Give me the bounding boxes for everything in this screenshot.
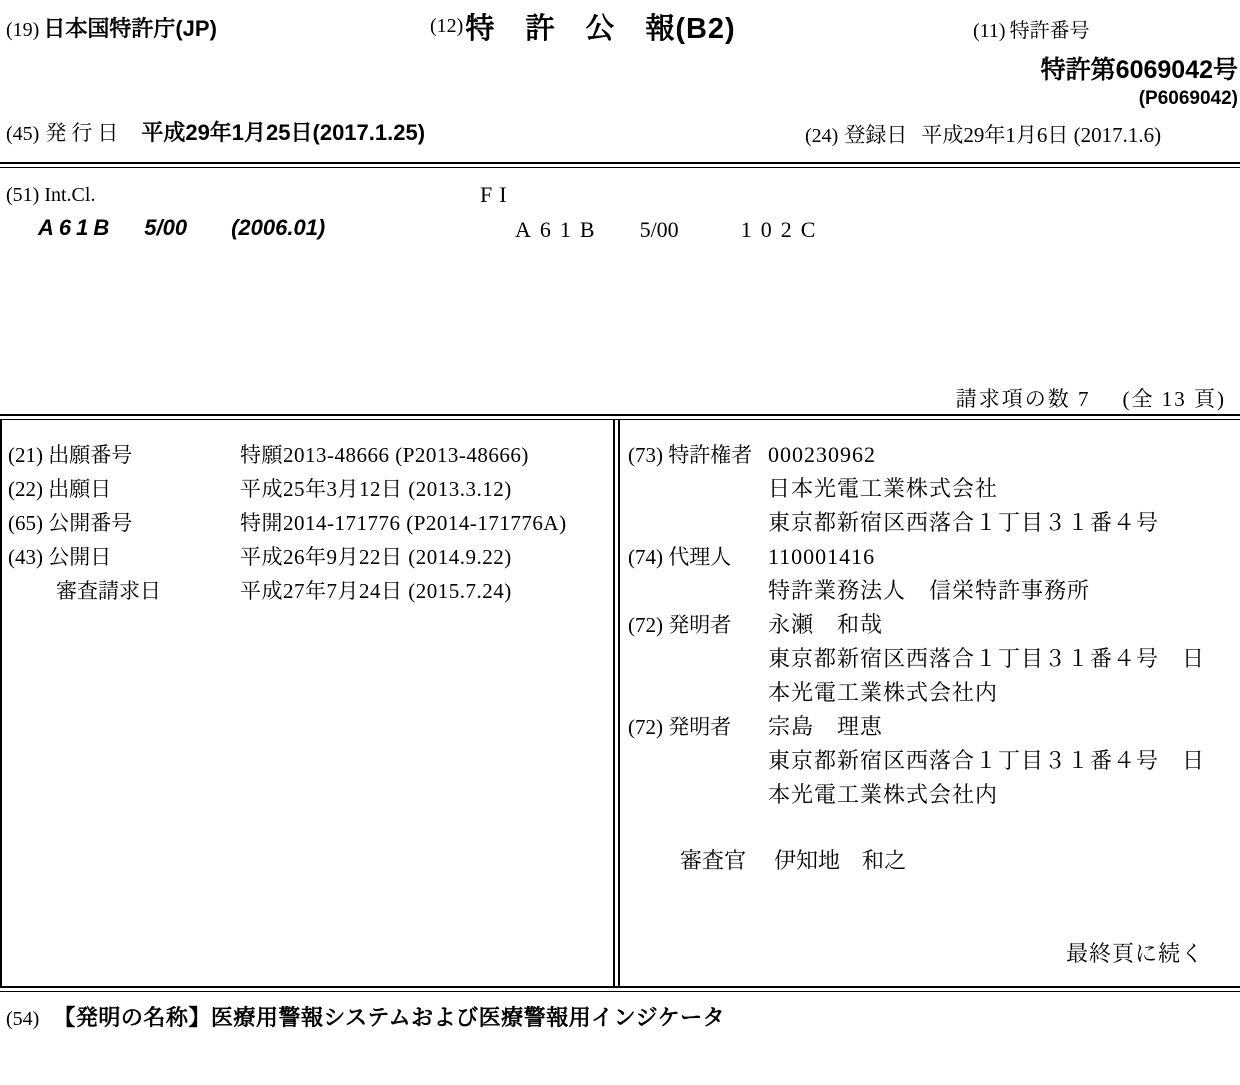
inid-24: (24) [805, 125, 839, 147]
field-value: 宗島 理恵 [768, 714, 884, 739]
examiner-row [628, 844, 1240, 878]
field-row-inventor-1-address-2 [628, 676, 1240, 710]
field-value: 110001416 [768, 544, 876, 569]
fi-heading: FI [480, 182, 514, 207]
field-value: 特開2014-171776 (P2014-171776A) [240, 511, 567, 535]
issue-date-row [6, 116, 425, 147]
field-row-inventor-2-address [628, 744, 1240, 778]
field-value: 東京都新宿区西落合１丁目３１番４号 日 [768, 646, 1206, 671]
examiner-label: 審査官 [680, 848, 747, 873]
field-value: 日本光電工業株式会社 [768, 476, 999, 501]
continued-on-last-page-note: 最終頁に続く [1065, 941, 1204, 966]
claims-count: 請求項の数 7 [955, 387, 1091, 411]
field-key: (43) 公開日 [8, 545, 112, 569]
intcl-version: (2006.01) [231, 215, 326, 240]
patent-number: 特許第6069042号 [1040, 56, 1238, 84]
field-row-patentee-name [628, 472, 1240, 506]
field-row-inventor-1 [628, 608, 1240, 642]
field-row-application-number [8, 438, 610, 472]
field-value: 東京都新宿区西落合１丁目３１番４号 日 [768, 748, 1206, 773]
field-value: 特許業務法人 信栄特許事務所 [768, 578, 1091, 603]
field-key: (21) 出願番号 [8, 443, 133, 467]
office-name: 日本国特許庁(JP) [43, 16, 217, 41]
inid-54: (54) [6, 1008, 40, 1030]
registration-date-label: 登録日 [844, 123, 908, 147]
field-key: 審査請求日 [56, 579, 161, 603]
field-value: 000230962 [768, 442, 876, 467]
invention-title-text: 医療用警報システムおよび医療警報用インジケータ [210, 1005, 726, 1030]
field-key: (65) 公開番号 [8, 511, 133, 535]
registration-date-row [805, 119, 1161, 149]
intcl-label: Int.Cl. [44, 184, 96, 206]
issuing-office [6, 12, 217, 43]
application-data-column [2, 420, 610, 608]
examiner-name: 伊知地 和之 [774, 848, 907, 873]
field-row-patentee [628, 438, 1240, 472]
total-pages: (全 13 頁) [1122, 387, 1226, 411]
patent-number-caption [973, 14, 1090, 43]
issue-date-value: 平成29年1月25日(2017.1.25) [141, 120, 426, 145]
inid-45: (45) [6, 123, 40, 145]
claims-count-line [956, 383, 1226, 413]
invention-title [53, 1005, 725, 1030]
field-row-publication-date [8, 540, 610, 574]
parties-column [620, 420, 1240, 986]
intcl-entry [38, 215, 325, 241]
fi-code: 102C [740, 217, 825, 242]
field-row-examination-request-date [8, 574, 610, 608]
field-value: 本光電工業株式会社内 [768, 782, 999, 807]
fi-class: 5/00 [639, 217, 679, 242]
table-column-divider [613, 420, 620, 986]
inid-19: (19) [6, 19, 40, 41]
inid-11: (11) [973, 20, 1006, 42]
field-key: (74) 代理人 [628, 545, 732, 569]
field-row-inventor-2-address-2 [628, 778, 1240, 812]
field-row-agent [628, 540, 1240, 574]
inid-12: (12) [430, 15, 464, 37]
field-value: 東京都新宿区西落合１丁目３１番４号 [768, 510, 1160, 535]
field-key: (22) 出願日 [8, 477, 112, 501]
fi-symbol: A61B [515, 217, 604, 242]
table-bottom-rule [0, 986, 1240, 992]
document-kind-title: 特 許 公 報(B2) [465, 13, 736, 45]
field-value: 特願2013-48666 (P2013-48666) [240, 443, 529, 467]
intcl-symbol: A61B [38, 215, 115, 240]
field-key: (72) 発明者 [628, 715, 732, 739]
field-value: 平成27年7月24日 (2015.7.24) [240, 579, 512, 603]
field-row-agent-name [628, 574, 1240, 608]
field-row-inventor-1-address [628, 642, 1240, 676]
invention-title-label: 【発明の名称】 [53, 1005, 211, 1030]
issue-date-label: 発行日 [45, 121, 124, 145]
field-row-patentee-address [628, 506, 1240, 540]
field-value: 平成26年9月22日 (2014.9.22) [240, 545, 512, 569]
field-key: (73) 特許権者 [628, 443, 753, 467]
field-value: 永瀬 和哉 [768, 612, 884, 637]
inid-51: (51) [6, 184, 40, 206]
field-key: (72) 発明者 [628, 613, 732, 637]
field-value: 本光電工業株式会社内 [768, 680, 999, 705]
bibliographic-table [0, 414, 1240, 992]
patent-number-paren: (P6069042) [1138, 88, 1238, 109]
field-row-publication-number [8, 506, 610, 540]
field-value: 平成25年3月12日 (2013.3.12) [240, 477, 512, 501]
field-row-filing-date [8, 472, 610, 506]
document-kind [430, 6, 736, 47]
invention-title-row [6, 1001, 725, 1032]
patent-number-label: 特許番号 [1009, 20, 1090, 42]
field-row-inventor-2 [628, 710, 1240, 744]
registration-date-value: 平成29年1月6日 (2017.1.6) [921, 123, 1162, 147]
header-divider-rule [0, 162, 1240, 168]
intcl-class: 5/00 [144, 215, 188, 240]
intcl-heading [6, 184, 95, 207]
fi-entry [515, 217, 824, 243]
